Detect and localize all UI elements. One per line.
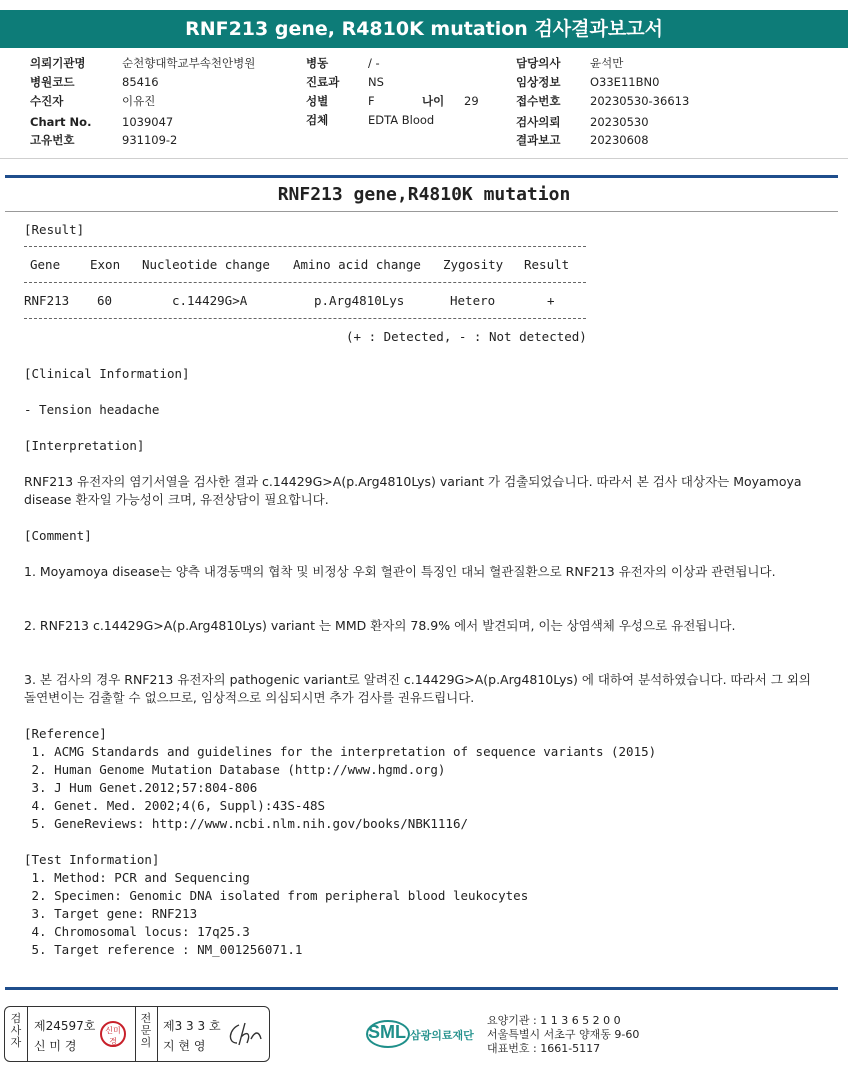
- info-label: 진료과: [306, 75, 340, 89]
- comment-item: 2. RNF213 c.14429G>A(p.Arg4810Lys) variant 는 MMD 환자의 78.9% 에서 발견되며, 이는 상염색체 우성으로 유전됩니다.: [24, 618, 736, 633]
- specialist-signature: [225, 1019, 265, 1049]
- info-label: 병원코드: [30, 75, 75, 89]
- signature-box: [4, 1006, 270, 1062]
- clinical-text: - Tension headache: [24, 402, 160, 417]
- reference-item: 1. ACMG Standards and guidelines for the interpretation of sequence variants (2015): [24, 744, 657, 759]
- test-info-item: 4. Chromosomal locus: 17q25.3: [24, 924, 250, 939]
- interpretation-text: RNF213 유전자의 염기서열을 검사한 결과 c.14429G>A(p.Arg4810Lys) variant 가 검출되었습니다. 따라서 본 검사 대상자는 Moyamoya disease 환자일 가능성이 크며, 유전상담이 필요합니다.: [24, 474, 802, 507]
- specialist-name: 지 현 영: [163, 1039, 206, 1053]
- info-value: F: [368, 94, 375, 108]
- info-value: O33E11BN0: [590, 75, 660, 89]
- title-divider: [5, 211, 838, 212]
- sml-logo-subtitle: 삼광의료재단: [410, 1029, 474, 1042]
- bottom-rule: [5, 987, 838, 990]
- info-value: 1039047: [122, 115, 174, 129]
- info-value: NS: [368, 75, 384, 89]
- info-label: 성별: [306, 94, 329, 108]
- table-header: Result: [524, 257, 570, 272]
- age-value: 29: [464, 94, 479, 108]
- sml-logo: [366, 1016, 506, 1052]
- reference-heading: [Reference]: [24, 726, 107, 741]
- info-label: 검체: [306, 113, 329, 127]
- table-cell: +: [547, 293, 555, 308]
- address-line: 요양기관 : 1 1 3 6 5 2 0 0: [487, 1014, 621, 1027]
- examiner-label: 검사자: [10, 1012, 22, 1049]
- reference-item: 4. Genet. Med. 2002;4(6, Suppl):43S-48S: [24, 798, 326, 813]
- info-label: 검사의뢰: [516, 115, 561, 129]
- info-value: 순천향대학교부속천안병원: [122, 56, 256, 70]
- table-cell: c.14429G>A: [172, 293, 248, 308]
- info-divider: [0, 158, 848, 159]
- comment-item: 1. Moyamoya disease는 양측 내경동맥의 협착 및 비정상 우회 혈관이 특징인 대뇌 혈관질환으로 RNF213 유전자의 이상과 관련됩니다.: [24, 564, 776, 579]
- specialist-license: 제3 3 3 호: [163, 1019, 221, 1033]
- interpretation-heading: [Interpretation]: [24, 438, 145, 453]
- report-title: RNF213 gene,R4810K mutation: [277, 184, 571, 205]
- signature-divider: [27, 1007, 28, 1061]
- age-label: 나이: [422, 94, 445, 108]
- comment-heading: [Comment]: [24, 528, 92, 543]
- clinical-heading: [Clinical Information]: [24, 366, 190, 381]
- info-label: 의뢰기관명: [30, 56, 86, 70]
- info-value: / -: [368, 56, 380, 70]
- info-label: 고유번호: [30, 133, 75, 147]
- info-value: 20230608: [590, 133, 649, 147]
- info-label: 담당의사: [516, 56, 561, 70]
- info-label: 임상정보: [516, 75, 561, 89]
- examiner-license: 제24597호: [34, 1019, 96, 1033]
- info-label: 수진자: [30, 94, 64, 108]
- table-divider: [24, 318, 586, 319]
- test-info-item: 3. Target gene: RNF213: [24, 906, 198, 921]
- table-cell: Hetero: [450, 293, 496, 308]
- report-header-title: RNF213 gene, R4810K mutation 검사결과보고서: [0, 10, 848, 48]
- specialist-label: 전문의: [140, 1012, 152, 1049]
- reference-item: 5. GeneReviews: http://www.ncbi.nlm.nih.gov/books/NBK1116/: [24, 816, 469, 831]
- comment-item: 3. 본 검사의 경우 RNF213 유전자의 pathogenic variant로 알려진 c.14429G>A(p.Arg4810Lys) 에 대하여 분석하였습니다. 따라서 그 외의 돌연변이는 검출할 수 없으므로, 임상적으로 의심되시면 추가 검사를 권유드립니다.: [24, 672, 811, 705]
- address-line: 대표번호 : 1661-5117: [487, 1042, 601, 1055]
- patient-info-panel: [0, 54, 848, 154]
- info-label: 접수번호: [516, 94, 561, 108]
- examiner-seal: 신미경: [100, 1021, 126, 1047]
- info-value: 20230530-36613: [590, 94, 690, 108]
- institution-address: [487, 1014, 639, 1056]
- info-label: 결과보고: [516, 133, 561, 147]
- info-value: 윤석만: [590, 56, 624, 70]
- result-legend: (+ : Detected, - : Not detected): [346, 329, 587, 344]
- info-value: 이유진: [122, 94, 156, 108]
- info-label: Chart No.: [30, 115, 92, 129]
- reference-item: 2. Human Genome Mutation Database (http://www.hgmd.org): [24, 762, 446, 777]
- address-line: 서울특별시 서초구 양재동 9-60: [487, 1028, 640, 1041]
- table-header: Exon: [90, 257, 121, 272]
- table-header: Nucleotide change: [142, 257, 270, 272]
- test-info-item: 1. Method: PCR and Sequencing: [24, 870, 250, 885]
- info-value: 85416: [122, 75, 159, 89]
- examiner-name: 신 미 경: [34, 1039, 77, 1053]
- test-info-item: 2. Specimen: Genomic DNA isolated from peripheral blood leukocytes: [24, 888, 529, 903]
- info-value: 20230530: [590, 115, 649, 129]
- top-rule: [5, 175, 838, 178]
- table-cell: 60: [97, 293, 113, 308]
- signature-divider: [157, 1007, 158, 1061]
- table-header: Gene: [30, 257, 61, 272]
- test-info-heading: [Test Information]: [24, 852, 160, 867]
- table-divider: [24, 246, 586, 247]
- info-label: 병동: [306, 56, 329, 70]
- result-heading: [Result]: [24, 222, 85, 237]
- table-cell: p.Arg4810Lys: [314, 293, 405, 308]
- info-value: 931109-2: [122, 133, 178, 147]
- signature-divider: [135, 1007, 136, 1061]
- test-info-item: 5. Target reference : NM_001256071.1: [24, 942, 303, 957]
- table-divider: [24, 282, 586, 283]
- table-header: Amino acid change: [293, 257, 421, 272]
- info-value: EDTA Blood: [368, 113, 435, 127]
- reference-item: 3. J Hum Genet.2012;57:804-806: [24, 780, 258, 795]
- table-cell: RNF213: [24, 293, 70, 308]
- sml-logo-text: SML: [368, 1022, 406, 1042]
- table-header: Zygosity: [443, 257, 504, 272]
